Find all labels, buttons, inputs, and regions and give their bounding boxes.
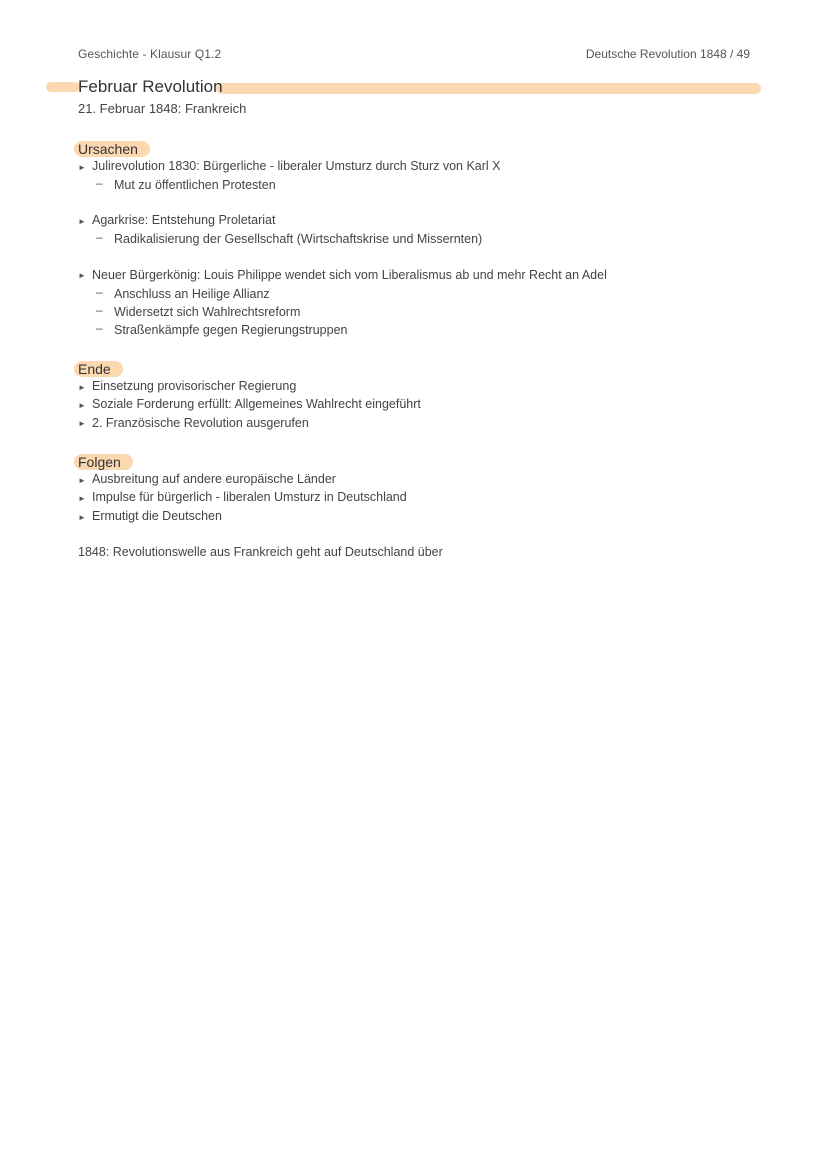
dash-icon: – [96, 176, 103, 190]
list-item: 2. Französische Revolution ausgerufen [92, 416, 309, 430]
page-title: Februar Revolution [78, 77, 223, 96]
sub-list-item: Widersetzt sich Wahlrechtsreform [114, 305, 301, 319]
list-item: Einsetzung provisorischer Regierung [92, 379, 297, 393]
bullet-icon: ► [78, 383, 86, 392]
bullet-icon: ► [78, 163, 86, 172]
sub-list-item: Radikalisierung der Gesellschaft (Wirtschaftskrise und Missernten) [114, 232, 483, 246]
list-item: Ermutigt die Deutschen [92, 509, 222, 523]
header-subject: Geschichte - Klausur Q1.2 [78, 47, 222, 61]
list-item: Soziale Forderung erfüllt: Allgemeines Wahlrecht eingeführt [92, 397, 421, 411]
dash-icon: – [96, 230, 103, 244]
sub-list-item: Straßenkämpfe gegen Regierungstruppen [114, 323, 348, 337]
closing-statement: 1848: Revolutionswelle aus Frankreich geht auf Deutschland über [78, 545, 443, 559]
page-subtitle: 21. Februar 1848: Frankreich [78, 101, 247, 116]
header-topic: Deutsche Revolution 1848 / 49 [585, 47, 750, 61]
bullet-icon: ► [78, 494, 86, 503]
bullet-icon: ► [78, 217, 86, 226]
section-heading-ursachen: Ursachen [74, 141, 150, 157]
title-highlight-right [216, 83, 761, 94]
section-heading-ende: Ende [74, 361, 123, 377]
bullet-icon: ► [78, 271, 86, 280]
bullet-icon: ► [78, 419, 86, 428]
bullet-icon: ► [78, 476, 86, 485]
bullet-icon: ► [78, 401, 86, 410]
section-heading-folgen: Folgen [74, 454, 133, 470]
list-item: Agarkrise: Entstehung Proletariat [92, 213, 276, 227]
sub-list-item: Mut zu öffentlichen Protesten [114, 178, 276, 192]
bullet-icon: ► [78, 513, 86, 522]
dash-icon: – [96, 321, 103, 335]
list-item: Impulse für bürgerlich - liberalen Umsturz in Deutschland [92, 490, 407, 504]
dash-icon: – [96, 303, 103, 317]
list-item: Neuer Bürgerkönig: Louis Philippe wendet sich vom Liberalismus ab und mehr Recht an Adel [92, 268, 607, 282]
list-item: Julirevolution 1830: Bürgerliche - liberaler Umsturz durch Sturz von Karl X [92, 159, 501, 173]
list-item: Ausbreitung auf andere europäische Länder [92, 472, 336, 486]
dash-icon: – [96, 285, 103, 299]
title-highlight-left [46, 82, 80, 92]
sub-list-item: Anschluss an Heilige Allianz [114, 287, 270, 301]
